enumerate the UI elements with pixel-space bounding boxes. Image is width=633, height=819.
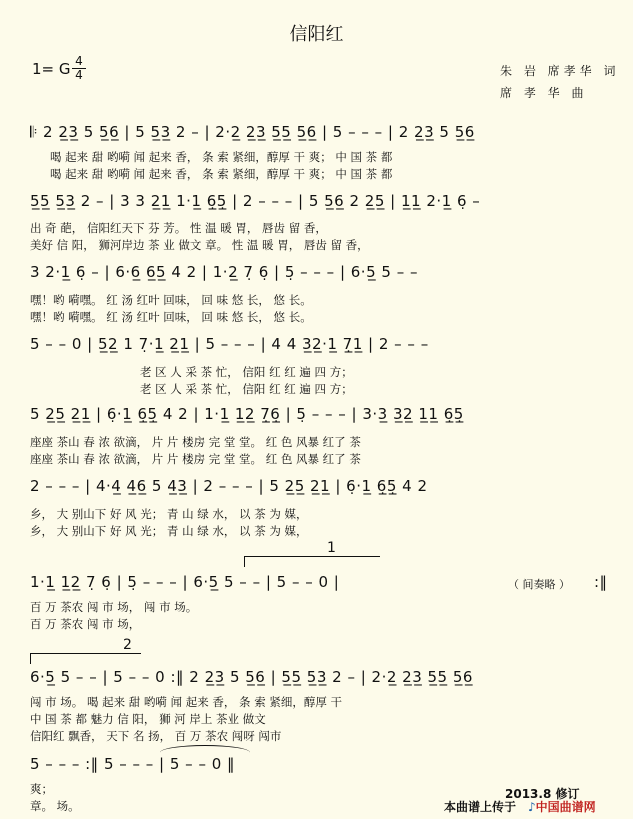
second-ending-number: 2 (123, 637, 132, 653)
lyric-line-8-verse-2: 中 国 茶 都 魅力 信 阳， 狮 河 岸上 茶业 做文 (30, 712, 266, 726)
lyric-line-5-verse-1: 座座 茶山 春 浓 欲滴， 片 片 楼房 完 堂 堂。 红 色 风暴 红了 茶 (30, 435, 361, 449)
composer-credit: 席 孝 华 曲 (500, 86, 588, 100)
repeat-end-mark: :‖ (594, 573, 608, 591)
page-title: 信阳红 (289, 24, 344, 45)
lyric-line-4-verse-2: 老 区 人 采 茶 忙， 信阳 红 红 遍 四 方； (140, 382, 353, 396)
staff-line-9: 5 – – – :‖ 5 – – – | 5 – – 0 ‖ (30, 755, 236, 773)
site-logo (528, 798, 596, 815)
logo-music-icon: ♪ (528, 800, 536, 814)
lyric-line-2-verse-2: 美好 信 阳， 狮河岸边 茶 业 做文 章。 性 温 暖 胃， 唇齿 留 香， (30, 238, 369, 252)
staff-line-1: 𝄆 2 2̲3̲ 5 5̲6̲ | 5 5̲3̲ 2 – | 2·2̲ 2̲3̲ 5̲5̲ 5̲6̲ | 5 – – – | 2 2̲3̲ 5 5̲6̲ (30, 123, 475, 141)
staff-line-4: 5 – – 0 | 5̲2̲ 1 7̣·1̲ 2̲1̲ | 5 – – – | 4 4 3̲2̲·1̲ 7̣̲1̲ | 2 – – – (30, 335, 429, 353)
revision-date: 2013.8 修订 (505, 787, 580, 801)
meter-top: 4 (75, 54, 83, 68)
staff-line-5: 5 2̲5̲ 2̲1̲ | 6̣·1̲ 6̣̲5̣̲ 4 2 | 1·1̲ 1̲2̲ 7̣̲6̣̲ | 5̣ – – – | 3·3̲ 3̲2̲ 1̲1̲ 6̣̲5̣̲ (30, 405, 464, 423)
lyric-line-9-verse-1: 爽； (30, 782, 53, 796)
lyric-line-3-verse-2: 嘿！哟 嗬嘿。 红 汤 红叶 回味， 回 味 悠 长， 悠 长。 (30, 310, 312, 324)
lyric-line-9-verse-2: 章。 场。 (30, 799, 80, 813)
key-signature: 1= G (32, 60, 71, 78)
lyric-line-1-verse-1: 喝 起来 甜 哟嗬 闻 起来 香， 条 索 紧细，醇厚 干 爽； 中 国 茶 都 (50, 150, 393, 164)
lyric-line-5-verse-2: 座座 茶山 春 浓 欲滴， 片 片 楼房 完 堂 堂。 红 色 风暴 红了 茶 (30, 452, 361, 466)
time-signature (72, 56, 86, 81)
second-ending-bracket (30, 637, 141, 664)
lyric-line-1-verse-2: 喝 起来 甜 哟嗬 闻 起来 香， 条 索 紧细，醇厚 干 爽； 中 国 茶 都 (50, 167, 393, 181)
lyric-line-4-verse-1: 老 区 人 采 茶 忙， 信阳 红 红 遍 四 方； (140, 365, 353, 379)
staff-line-2: 5̲5̲ 5̲3̲ 2 – | 3 3 2̲1̲ 1·1̲ 6̣̲5̣̲ | 2 – – – | 5 5̲6̲ 2 2̲5̲ | 1̲1̲ 2·1̲ 6̣ – (30, 192, 481, 210)
lyricist-credit: 朱 岩 席孝华 词 (500, 64, 620, 78)
lyric-line-2-verse-1: 出 奇 葩， 信阳红天下 芬 芳。 性 温 暖 胃， 唇齿 留 香， (30, 221, 327, 235)
first-ending-number: 1 (327, 540, 336, 556)
lyric-line-3-verse-1: 嘿！哟 嗬嘿。 红 汤 红叶 回味， 回 味 悠 长， 悠 长。 (30, 293, 312, 307)
staff-line-3: 3 2·1̲ 6̣ – | 6·6̲ 6̲5̲ 4 2 | 1·2̲ 7̣ 6̣ | 5̣ – – – | 6·5̲ 5 – – (30, 263, 418, 281)
lyric-line-6-verse-2: 乡， 大 别山下 好 风 光； 青 山 绿 水， 以 茶 为 媒， (30, 524, 308, 538)
staff-line-8: 6·5̲ 5 – – | 5 – – 0 :‖ 2 2̲3̲ 5 5̲6̲ | 5̲5̲ 5̲3̲ 2 – | 2·2̲ 2̲3̲ 5̲5̲ 5̲6̲ (30, 668, 473, 686)
site-logo-text: 中国曲谱网 (535, 800, 596, 814)
lyric-line-6-verse-1: 乡， 大 别山下 好 风 光； 青 山 绿 水， 以 茶 为 媒， (30, 507, 308, 521)
lyric-line-8-verse-1: 闯 市 场。 喝 起来 甜 哟嗬 闻 起来 香， 条 索 紧细，醇厚 干 (30, 695, 343, 709)
lyric-line-7-verse-1: 百 万 茶农 闯 市 场， 闯 市 场。 (30, 600, 198, 614)
meter-bottom: 4 (75, 68, 83, 82)
staff-line-7: 1·1̲ 1̲2̲ 7̣ 6̣ | 5̣ – – – | 6·5̲ 5 – – | 5 – – 0 | (30, 573, 340, 591)
lyric-line-8-verse-3: 信阳红 飘香， 天下 名 扬， 百 万 茶农 闯呀 闯市 (30, 729, 282, 743)
interlude-note: （ 间奏略 ） (508, 578, 570, 591)
staff-line-6: 2 – – – | 4·4̲ 4̲6̲ 5 4̲3̲ | 2 – – – | 5 2̲5̲ 2̲1̲ | 6̣·1̲ 6̣̲5̣̲ 4 2 (30, 477, 428, 495)
first-ending-bracket (244, 540, 380, 567)
lyric-line-7-verse-2: 百 万 茶农 闯 市 场， (30, 617, 141, 631)
upload-note: 本曲谱上传于 (444, 800, 517, 814)
